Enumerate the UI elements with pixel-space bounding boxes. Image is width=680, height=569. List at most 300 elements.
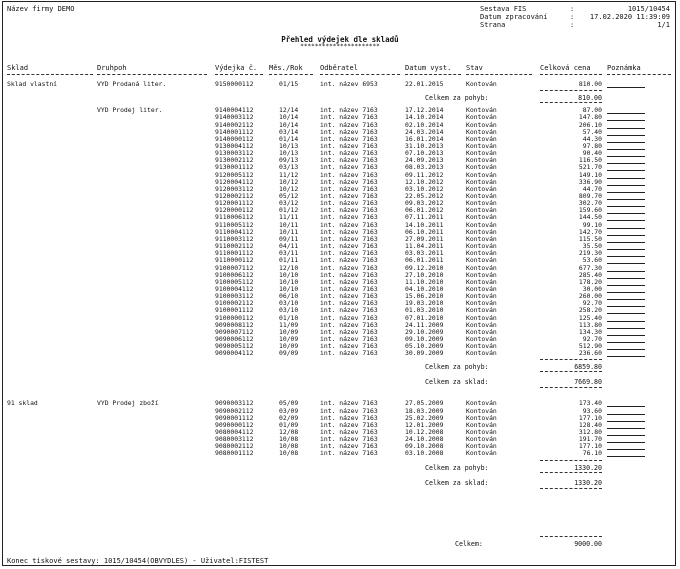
warehouse-total-label: Celkem za sklad:: [425, 478, 489, 487]
stav-cell: Kontován: [466, 399, 497, 408]
poznamka-field[interactable]: [607, 193, 645, 200]
stav-cell: Kontován: [466, 120, 497, 129]
vydejka-cell: 9120000112: [215, 206, 254, 215]
poznamka-field[interactable]: [607, 400, 645, 407]
grand-total-label: Celkem:: [455, 540, 483, 548]
col-poznamka: Poznámka: [607, 64, 641, 72]
datum-cell: 06.01.2011: [405, 256, 444, 265]
odberatel-cell: int. název 7163: [320, 428, 378, 436]
mes-rok-cell: 12/08: [279, 428, 299, 436]
odberatel-cell: int. název 7163: [320, 106, 378, 115]
poznamka-field[interactable]: [607, 122, 645, 129]
vydejka-cell: 9140002112: [215, 120, 254, 129]
cena-cell: 76.10: [582, 449, 602, 458]
grand-total-value: 9000.00: [574, 540, 602, 548]
column-header: [0, 64, 680, 72]
divider: [405, 74, 461, 76]
stav-cell: Kontován: [466, 206, 497, 215]
stav-cell: Kontován: [466, 270, 497, 279]
cena-cell: 92.70: [582, 299, 602, 308]
odberatel-cell: int. název 7163: [320, 399, 378, 408]
divider: [7, 74, 93, 76]
move-total-value: 810.00: [578, 94, 602, 103]
poznamka-field[interactable]: [607, 408, 645, 415]
sep: :: [570, 21, 575, 29]
odberatel-cell: int. název 7163: [320, 177, 378, 186]
druhpoh-cell: VYD Prodej liter.: [97, 106, 163, 115]
vydejka-cell: 9090004112: [215, 349, 254, 358]
datum-cell: 27.09.2011: [405, 234, 444, 243]
poznamka-field[interactable]: [607, 343, 645, 350]
processed-value: 17.02.2020 11:39:09: [589, 13, 670, 21]
divider: [540, 472, 602, 473]
odberatel-cell: int. název 7163: [320, 313, 378, 322]
datum-cell: 29.10.2009: [405, 327, 444, 336]
vydejka-cell: 9120005112: [215, 170, 254, 179]
stav-cell: Kontován: [466, 284, 497, 293]
mes-rok-cell: 03/11: [279, 249, 299, 258]
stav-cell: Kontován: [466, 299, 497, 308]
cena-cell: 134.30: [578, 327, 602, 336]
poznamka-field[interactable]: [607, 129, 645, 136]
vydejka-cell: 9130001112: [215, 163, 254, 172]
vydejka-cell: 9110003112: [215, 234, 254, 243]
col-datum: Datum vyst.: [405, 64, 452, 72]
odberatel-cell: int. název 7163: [320, 220, 378, 229]
mes-rok-cell: 10/10: [279, 284, 299, 293]
mes-rok-cell: 10/12: [279, 184, 299, 193]
vydejka-cell: 9090008112: [215, 320, 254, 329]
cena-cell: 53.60: [582, 256, 602, 265]
stav-cell: Kontován: [466, 113, 497, 122]
stav-cell: Kontován: [466, 306, 497, 315]
odberatel-cell: int. název 7163: [320, 420, 378, 429]
vydejka-cell: 9090007112: [215, 327, 254, 336]
mes-rok-cell: 03/09: [279, 406, 299, 415]
stav-cell: Kontován: [466, 177, 497, 186]
cena-cell: 115.50: [578, 234, 602, 243]
stav-cell: Kontován: [466, 106, 497, 115]
stav-cell: Kontován: [466, 420, 497, 429]
odberatel-cell: int. název 7163: [320, 141, 378, 150]
vydejka-cell: 9110001112: [215, 249, 254, 258]
warehouse-total-value: 1330.20: [574, 478, 602, 487]
poznamka-field[interactable]: [607, 164, 645, 171]
col-vydejka: Výdejka č.: [215, 64, 258, 72]
divider: [540, 74, 602, 76]
odberatel-cell: int. název 7163: [320, 234, 378, 243]
stav-cell: Kontován: [466, 442, 497, 451]
datum-cell: 04.10.2010: [405, 284, 444, 293]
stav-cell: Kontován: [466, 80, 497, 88]
move-total-label: Celkem za pohyb:: [425, 463, 489, 472]
cena-cell: 219.30: [578, 249, 602, 258]
vydejka-cell: 9110006112: [215, 213, 254, 222]
poznamka-field[interactable]: [607, 250, 645, 257]
poznamka-field[interactable]: [607, 443, 645, 450]
vydejka-cell: 9100006112: [215, 270, 254, 279]
odberatel-cell: int. název 7163: [320, 306, 378, 315]
vydejka-cell: 9090000112: [215, 420, 254, 429]
datum-cell: 25.02.2009: [405, 413, 444, 422]
stav-cell: Kontován: [466, 449, 497, 458]
poznamka-field[interactable]: [607, 214, 645, 221]
cena-cell: 125.40: [578, 313, 602, 322]
vydejka-cell: 9080004112: [215, 428, 254, 436]
col-cena: Celková cena: [540, 64, 591, 72]
datum-cell: 01.03.2010: [405, 306, 444, 315]
datum-cell: 17.12.2014: [405, 106, 444, 115]
cena-cell: 35.50: [582, 242, 602, 250]
datum-cell: 03.10.2012: [405, 184, 444, 193]
vydejka-cell: 9110005112: [215, 220, 254, 229]
vydejka-cell: 9100003112: [215, 292, 254, 301]
mes-rok-cell: 01/14: [279, 134, 299, 143]
datum-cell: 24.11.2009: [405, 320, 444, 329]
cena-cell: 147.80: [578, 113, 602, 122]
datum-cell: 03.03.2011: [405, 249, 444, 258]
cena-cell: 810.00: [578, 80, 602, 88]
odberatel-cell: int. název 7163: [320, 120, 378, 129]
vydejka-cell: 9120001112: [215, 199, 254, 208]
stav-cell: Kontován: [466, 134, 497, 143]
stav-cell: Kontován: [466, 256, 497, 265]
processed-line: [480, 13, 670, 21]
cena-cell: 177.10: [578, 442, 602, 451]
poznamka-field[interactable]: [607, 422, 645, 429]
mes-rok-cell: 02/09: [279, 413, 299, 422]
sklad-cell: 91 sklad: [7, 399, 38, 408]
poznamka-field[interactable]: [607, 315, 645, 322]
datum-cell: 09.11.2012: [405, 170, 444, 179]
divider: [607, 74, 671, 76]
odberatel-cell: int. název 7163: [320, 342, 378, 351]
vydejka-cell: 9140001112: [215, 127, 254, 136]
col-sklad: Sklad: [7, 64, 29, 72]
poznamka-field[interactable]: [607, 136, 645, 143]
divider: [540, 387, 602, 388]
vydejka-cell: 9120003112: [215, 184, 254, 193]
stav-cell: Kontován: [466, 313, 497, 322]
vydejka-cell: 9110004112: [215, 227, 254, 236]
odberatel-cell: int. název 7163: [320, 320, 378, 329]
vydejka-cell: 9130004112: [215, 141, 254, 150]
col-druhpoh: Druhpoh: [97, 64, 127, 72]
odberatel-cell: int. název 7163: [320, 413, 378, 422]
poznamka-field[interactable]: [607, 429, 645, 436]
odberatel-cell: int. název 7163: [320, 156, 378, 165]
vydejka-cell: 9120002112: [215, 192, 254, 200]
mes-rok-cell: 06/10: [279, 292, 299, 301]
poznamka-field[interactable]: [607, 307, 645, 314]
cena-cell: 159.60: [578, 206, 602, 215]
cena-cell: 809.70: [578, 192, 602, 200]
datum-cell: 08.03.2013: [405, 163, 444, 172]
vydejka-cell: 9140003112: [215, 113, 254, 122]
odberatel-cell: int. název 7163: [320, 184, 378, 193]
poznamka-field[interactable]: [607, 293, 645, 300]
mes-rok-cell: 10/09: [279, 334, 299, 343]
vydejka-cell: 9090006112: [215, 334, 254, 343]
stav-cell: Kontován: [466, 213, 497, 222]
mes-rok-cell: 10/13: [279, 149, 299, 158]
odberatel-cell: int. název 7163: [320, 127, 378, 136]
cena-cell: 97.80: [582, 141, 602, 150]
mes-rok-cell: 10/09: [279, 342, 299, 351]
poznamka-field[interactable]: [607, 243, 645, 250]
odberatel-cell: int. název 7163: [320, 292, 378, 301]
divider: [540, 371, 602, 372]
poznamka-field[interactable]: [607, 107, 645, 114]
vydejka-cell: 9110000112: [215, 256, 254, 265]
cena-cell: 93.60: [582, 406, 602, 415]
poznamka-field[interactable]: [607, 200, 645, 207]
poznamka-field[interactable]: [607, 179, 645, 186]
poznamka-field[interactable]: [607, 157, 645, 164]
poznamka-field[interactable]: [607, 257, 645, 264]
datum-cell: 07.01.2010: [405, 313, 444, 322]
vydejka-cell: 9090003112: [215, 399, 254, 408]
vydejka-cell: 9080001112: [215, 449, 254, 458]
poznamka-field[interactable]: [607, 279, 645, 286]
datum-cell: 09.10.2008: [405, 442, 444, 451]
poznamka-field[interactable]: [607, 415, 645, 422]
title-underline: **********************: [300, 43, 380, 50]
company-name: Název firmy DEMO: [7, 5, 75, 13]
mes-rok-cell: 11/12: [279, 170, 299, 179]
cena-cell: 285.40: [578, 270, 602, 279]
cena-cell: 206.10: [578, 120, 602, 129]
mes-rok-cell: 11/09: [279, 320, 299, 329]
druhpoh-cell: VYD Prodej zboží: [97, 399, 159, 408]
datum-cell: 09.03.2012: [405, 199, 444, 208]
datum-cell: 30.09.2009: [405, 349, 444, 358]
poznamka-field[interactable]: [607, 222, 645, 229]
cena-cell: 191.70: [578, 435, 602, 444]
mes-rok-cell: 10/12: [279, 177, 299, 186]
sklad-cell: Sklad vlastní: [7, 80, 58, 88]
poznamka-field[interactable]: [607, 322, 645, 329]
datum-cell: 06.01.2012: [405, 206, 444, 215]
poznamka-field[interactable]: [607, 336, 645, 343]
mes-rok-cell: 01/09: [279, 420, 299, 429]
datum-cell: 14.10.2014: [405, 113, 444, 122]
datum-cell: 03.10.2008: [405, 449, 444, 458]
mes-rok-cell: 10/10: [279, 277, 299, 286]
mes-rok-cell: 12/10: [279, 263, 299, 272]
stav-cell: Kontován: [466, 234, 497, 243]
odberatel-cell: int. název 7163: [320, 242, 378, 250]
cena-cell: 30.00: [582, 284, 602, 293]
mes-rok-cell: 09/09: [279, 349, 299, 358]
datum-cell: 06.10.2011: [405, 227, 444, 236]
cena-cell: 144.50: [578, 213, 602, 222]
mes-rok-cell: 03/14: [279, 127, 299, 136]
stav-cell: Kontován: [466, 156, 497, 165]
mes-rok-cell: 11/11: [279, 213, 299, 222]
datum-cell: 16.01.2014: [405, 134, 444, 143]
odberatel-cell: int. název 7163: [320, 284, 378, 293]
divider: [540, 90, 602, 91]
move-total-value: 6859.80: [574, 363, 602, 372]
datum-cell: 07.10.2013: [405, 149, 444, 158]
mes-rok-cell: 01/15: [279, 80, 299, 88]
datum-cell: 22.01.2015: [405, 80, 444, 88]
divider: [540, 536, 602, 537]
stav-cell: Kontován: [466, 327, 497, 336]
stav-cell: Kontován: [466, 149, 497, 158]
mes-rok-cell: 03/10: [279, 299, 299, 308]
cena-cell: 128.40: [578, 420, 602, 429]
divider: [97, 74, 207, 76]
page-value: 1/1: [657, 21, 670, 29]
odberatel-cell: int. název 7163: [320, 406, 378, 415]
poznamka-field[interactable]: [607, 450, 645, 457]
poznamka-field[interactable]: [607, 436, 645, 443]
odberatel-cell: int. název 7163: [320, 270, 378, 279]
mes-rok-cell: 10/14: [279, 113, 299, 122]
report-label: Sestava FIS: [480, 5, 527, 13]
odberatel-cell: int. název 7163: [320, 149, 378, 158]
poznamka-field[interactable]: [607, 172, 645, 179]
stav-cell: Kontován: [466, 170, 497, 179]
mes-rok-cell: 04/11: [279, 242, 299, 250]
mes-rok-cell: 10/14: [279, 120, 299, 129]
mes-rok-cell: 10/10: [279, 270, 299, 279]
poznamka-field[interactable]: [607, 236, 645, 243]
datum-cell: 14.10.2011: [405, 220, 444, 229]
mes-rok-cell: 12/14: [279, 106, 299, 115]
cena-cell: 149.10: [578, 170, 602, 179]
datum-cell: 27.10.2010: [405, 270, 444, 279]
cena-cell: 87.00: [582, 106, 602, 115]
poznamka-field[interactable]: [607, 350, 645, 357]
report-footer: Konec tiskové sestavy: 1015/10454(OBVYDLES) - Uživatel:FISTEST: [7, 557, 269, 565]
warehouse-total-value: 7669.80: [574, 378, 602, 387]
poznamka-field[interactable]: [607, 286, 645, 293]
cena-cell: 44.30: [582, 134, 602, 143]
odberatel-cell: int. název 7163: [320, 192, 378, 200]
col-stav: Stav: [466, 64, 483, 72]
warehouse-total-label: Celkem za sklad:: [425, 378, 489, 387]
stav-cell: Kontován: [466, 349, 497, 358]
divider: [215, 74, 263, 76]
mes-rok-cell: 01/12: [279, 206, 299, 215]
mes-rok-cell: 09/11: [279, 234, 299, 243]
stav-cell: Kontován: [466, 435, 497, 444]
divider: [540, 488, 602, 489]
poznamka-field[interactable]: [607, 265, 645, 272]
cena-cell: 521.70: [578, 163, 602, 172]
vydejka-cell: 9100000112: [215, 313, 254, 322]
mes-rok-cell: 03/12: [279, 199, 299, 208]
move-total-label: Celkem za pohyb:: [425, 363, 489, 372]
cena-cell: 177.10: [578, 413, 602, 422]
stav-cell: Kontován: [466, 220, 497, 229]
report-value: 1015/10454: [627, 5, 670, 13]
datum-cell: 24.03.2014: [405, 127, 444, 136]
odberatel-cell: int. název 7163: [320, 349, 378, 358]
mes-rok-cell: 03/10: [279, 306, 299, 315]
poznamka-field[interactable]: [607, 150, 645, 157]
druhpoh-cell: VYD Prodaná liter.: [97, 80, 167, 88]
odberatel-cell: int. název 7163: [320, 449, 378, 458]
page-line: [480, 21, 670, 29]
odberatel-cell: int. název 7163: [320, 213, 378, 222]
datum-cell: 10.12.2008: [405, 428, 444, 436]
divider: [466, 74, 532, 76]
datum-cell: 31.10.2013: [405, 141, 444, 150]
mes-rok-cell: 10/08: [279, 442, 299, 451]
cena-cell: 44.70: [582, 184, 602, 193]
poznamka-field[interactable]: [607, 186, 645, 193]
poznamka-field[interactable]: [607, 272, 645, 279]
cena-cell: 142.70: [578, 227, 602, 236]
stav-cell: Kontován: [466, 141, 497, 150]
mes-rok-cell: 09/13: [279, 156, 299, 165]
stav-cell: Kontován: [466, 184, 497, 193]
vydejka-cell: 9090005112: [215, 342, 254, 351]
cena-cell: 92.70: [582, 334, 602, 343]
divider: [540, 102, 602, 103]
odberatel-cell: int. název 7163: [320, 435, 378, 444]
vydejka-cell: 9100002112: [215, 299, 254, 308]
cena-cell: 512.90: [578, 342, 602, 351]
datum-cell: 27.05.2009: [405, 399, 444, 408]
poznamka-field[interactable]: [607, 143, 645, 150]
stav-cell: Kontován: [466, 413, 497, 422]
stav-cell: Kontován: [466, 428, 497, 436]
vydejka-cell: 9140004112: [215, 106, 254, 115]
datum-cell: 19.03.2010: [405, 299, 444, 308]
mes-rok-cell: 10/11: [279, 220, 299, 229]
poznamka-field[interactable]: [607, 81, 645, 88]
poznamka-field[interactable]: [607, 300, 645, 307]
divider: [320, 74, 400, 76]
vydejka-cell: 9100005112: [215, 277, 254, 286]
table-row: [0, 350, 680, 357]
divider: [540, 460, 602, 461]
stav-cell: Kontován: [466, 199, 497, 208]
mes-rok-cell: 05/09: [279, 399, 299, 408]
vydejka-cell: 9080002112: [215, 442, 254, 451]
odberatel-cell: int. název 7163: [320, 163, 378, 172]
datum-cell: 07.11.2011: [405, 213, 444, 222]
odberatel-cell: int. název 7163: [320, 277, 378, 286]
report-id-line: [480, 5, 670, 13]
mes-rok-cell: 10/08: [279, 449, 299, 458]
odberatel-cell: int. název 7163: [320, 227, 378, 236]
col-mes-rok: Měs./Rok: [269, 64, 303, 72]
poznamka-field[interactable]: [607, 114, 645, 121]
move-total-value: 1330.20: [574, 463, 602, 472]
datum-cell: 15.06.2010: [405, 292, 444, 301]
mes-rok-cell: 10/13: [279, 141, 299, 150]
poznamka-field[interactable]: [607, 329, 645, 336]
odberatel-cell: int. název 7163: [320, 170, 378, 179]
mes-rok-cell: 10/11: [279, 227, 299, 236]
stav-cell: Kontován: [466, 406, 497, 415]
datum-cell: 12.01.2009: [405, 420, 444, 429]
odberatel-cell: int. název 7163: [320, 256, 378, 265]
poznamka-field[interactable]: [607, 229, 645, 236]
poznamka-field[interactable]: [607, 207, 645, 214]
cena-cell: 90.40: [582, 149, 602, 158]
odberatel-cell: int. název 7163: [320, 299, 378, 308]
odberatel-cell: int. název 7163: [320, 206, 378, 215]
stav-cell: Kontován: [466, 249, 497, 258]
cena-cell: 113.80: [578, 320, 602, 329]
